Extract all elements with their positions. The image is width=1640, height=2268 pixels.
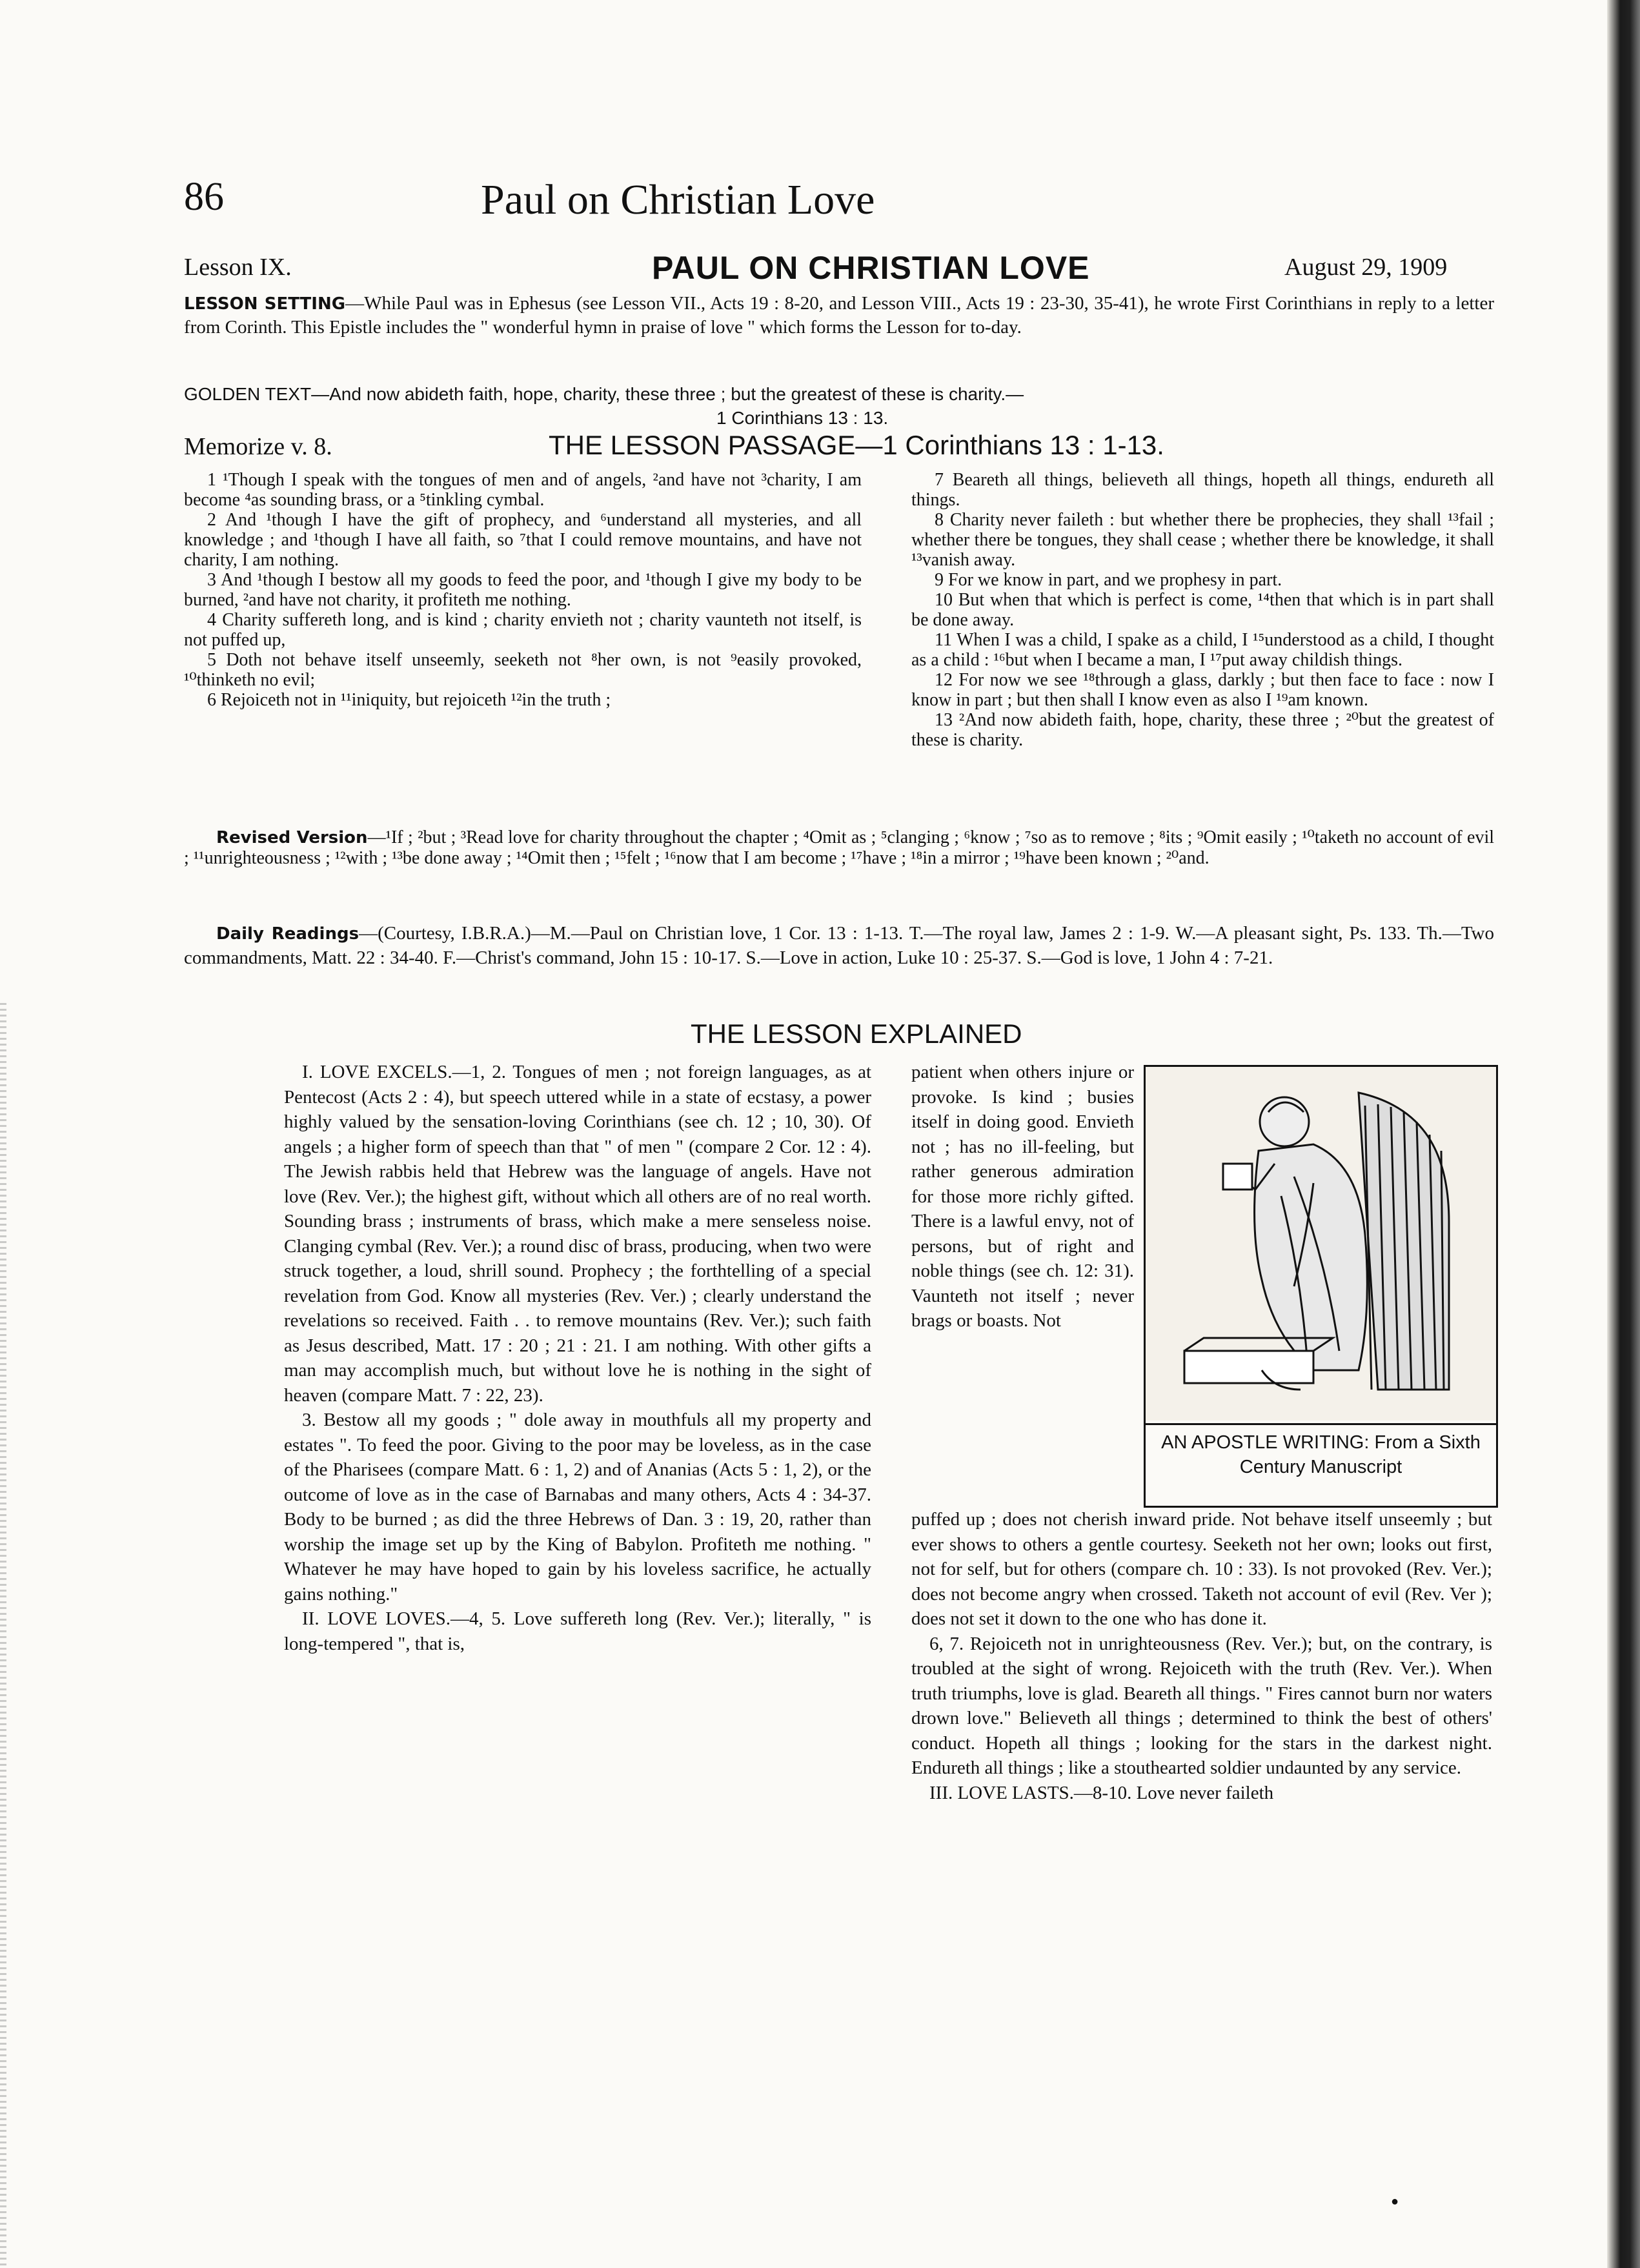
lesson-title: PAUL ON CHRISTIAN LOVE	[652, 250, 1090, 286]
daily-readings-text: —(Courtesy, I.B.R.A.)—M.—Paul on Christian love, 1 Cor. 13 : 1-13. T.—The royal law, James 2 : 1-9. W.—A pleasant sight, Ps. 133. Th.—Two commandments, Matt. 22 : 34-40. F.—Christ's command, John 15 : 10-17. S.—Love in action, Luke 10 : 25-37. S.—God is love, 1 John 4 : 7-21.	[184, 923, 1495, 968]
golden-text-label: GOLDEN TEXT	[184, 384, 312, 404]
verse: 3 And ¹though I bestow all my goods to feed the poor, and ¹though I give my body to be burned, ²and have not charity, it profiteth me nothing.	[184, 570, 862, 610]
running-title: Paul on Christian Love	[481, 176, 875, 223]
revised-version-label: Revised Version	[216, 828, 368, 847]
page-number: 86	[184, 175, 224, 219]
explanation-right-column-top: patient when others injure or provoke. Is kind ; busies itself in doing good. Envieth not ; has no ill-feeling, but rather generous admiration for those more richly gifted. There is a lawful envy, not of persons, but of right and noble things (see ch. 12: 31). Vaunteth not itself ; never brags or boasts. Not	[911, 1062, 1134, 1331]
verse: 4 Charity suffereth long, and is kind ; charity envieth not ; charity vaunteth not itself, is not puffed up,	[184, 610, 862, 650]
daily-readings-label: Daily Readings	[216, 924, 359, 944]
verse: 11 When I was a child, I spake as a child, I ¹⁵understood as a child, I thought as a child : ¹⁶but when I became a man, I ¹⁷put away childish things.	[911, 630, 1494, 670]
figure-caption: AN APOSTLE WRITING: From a Sixth Century Manuscript	[1146, 1423, 1496, 1479]
revised-version	[184, 827, 1494, 868]
binding-edge	[0, 1000, 6, 2265]
explanation-paragraph: 6, 7. Rejoiceth not in unrighteousness (Rev. Ver.); but, on the contrary, is troubled at the sight of wrong. Rejoiceth with the truth (Rev. Ver.). When truth triumphs, love is glad. Beareth all things. " Fires cannot burn nor waters drown love." Believeth all things ; determined to think the best of others' conduct. Hopeth all things ; looking for the stars in the darkest night. Endureth all things ; like a stouthearted soldier undaunted by any service.	[911, 1633, 1492, 1778]
explanation-left-column	[284, 1060, 871, 1656]
golden-text-body: —And now abideth faith, hope, charity, these three ; but the greatest of these is charity.—	[311, 384, 1024, 404]
explanation-paragraph: 3. Bestow all my goods ; " dole away in mouthfuls all my property and estates ". To feed the poor. Giving to the poor may be loveless, as in the case of the Pharisees (compare Matt. 6 : 1, 2) and of Ananias (Acts 5 : 1, 2), or the outcome of love as in the case of Barnabas and many others, Acts 4 : 34-37. Body to be burned ; as did the three Hebrews of Dan. 3 : 19, 20, rather than worship the image set up by the King of Babylon. Profiteth me nothing. " Whatever he may have hoped to gain by his loveless sacrifice, he actually gains nothing."	[284, 1410, 871, 1605]
lesson-setting-label: LESSON SETTING	[184, 294, 346, 314]
memorize-note: Memorize v. 8.	[184, 433, 332, 460]
verse: 1 ¹Though I speak with the tongues of men and of angels, ²and have not ³charity, I am become ⁴as sounding brass, or a ⁵tinkling cymbal.	[184, 470, 862, 510]
daily-readings	[184, 922, 1494, 970]
golden-text	[184, 384, 1513, 405]
verse: 7 Beareth all things, believeth all things, hopeth all things, endureth all things.	[911, 470, 1494, 510]
explanation-paragraph: III. LOVE LASTS.—8-10. Love never faileth	[929, 1782, 1274, 1803]
verse: 6 Rejoiceth not in ¹¹iniquity, but rejoiceth ¹²in the truth ;	[207, 690, 611, 710]
revised-version-text: —¹If ; ²but ; ³Read love for charity throughout the chapter ; ⁴Omit as ; ⁵clanging ; ⁶know ; ⁷so as to remove ; ⁸its ; ⁹Omit easily ; ¹⁰taketh no account of evil ; ¹¹unrighteousness ; ¹²with ; ¹³be done away ; ¹⁴Omit then ; ¹⁵felt ; ¹⁶now that I am become ; ¹⁷have ; ¹⁸in a mirror ; ¹⁹have been known ; ²⁰and.	[184, 827, 1495, 868]
explanation-paragraph: I. LOVE EXCELS.—1, 2. Tongues of men ; not foreign languages, as at Pentecost (Acts 2 : 4), but speech uttered while in a state of ecstasy, a power highly valued by the sensation-loving Corinthians (see ch. 12 ; 10, 30). Of angels ; a higher form of speech than that " of men " (compare 2 Cor. 12 : 4). The Jewish rabbis held that Hebrew was the language of angels. Have not love (Rev. Ver.); the highest gift, without which all others are of no real worth. Sounding brass ; instruments of brass, which make a mere senseless noise. Clanging cymbal (Rev. Ver.); a round disc of brass, producing, when two were struck together, a loud, shrill sound. Prophecy ; the forthtelling of a special revelation from God. Know all mysteries (Rev. Ver.) ; clearly understand the revelations so received. Faith . . to remove mountains (Rev. Ver.); such faith as Jesus described, Matt. 17 : 20 ; 21 : 21. I am nothing. With other gifts a man may accomplish much, but without love he is nothing in the sight of heaven (compare Matt. 7 : 22, 23).	[284, 1062, 871, 1406]
apostle-illustration	[1144, 1065, 1498, 1508]
page-edge-shadow	[1607, 0, 1640, 2268]
lesson-setting	[184, 292, 1494, 339]
explanation-right-column-bottom	[911, 1507, 1492, 1805]
passage-left-column	[184, 470, 862, 710]
lesson-date: August 29, 1909	[1284, 254, 1448, 281]
golden-text-reference: 1 Corinthians 13 : 13.	[716, 408, 889, 428]
explanation-paragraph: II. LOVE LOVES.—4, 5. Love suffereth long (Rev. Ver.); literally, " is long-tempered ", that is,	[284, 1608, 871, 1654]
verse: 2 And ¹though I have the gift of prophecy, and ⁶understand all mysteries, and all knowledge ; and ¹though I have all faith, so ⁷that I could remove mountains, and have not charity, I am nothing.	[184, 510, 862, 570]
lesson-number: Lesson IX.	[184, 254, 292, 281]
verse: 13 ²And now abideth faith, hope, charity, these three ; ²⁰but the greatest of these is charity.	[911, 710, 1494, 750]
verse: 9 For we know in part, and we prophesy in part.	[935, 570, 1282, 590]
ink-mark: ●	[1391, 2194, 1399, 2209]
verse: 12 For now we see ¹⁸through a glass, darkly ; but then face to face : now I know in part ; but then shall I know even as also I ¹⁹am known.	[911, 670, 1494, 710]
verse: 10 But when that which is perfect is come, ¹⁴then that which is in part shall be done away.	[911, 590, 1494, 630]
passage-title: THE LESSON PASSAGE—1 Corinthians 13 : 1-13.	[549, 430, 1164, 460]
apostle-writing-figure	[1146, 1067, 1496, 1421]
verse: 5 Doth not behave itself unseemly, seeketh not ⁸her own, is not ⁹easily provoked, ¹⁰thinketh no evil;	[184, 650, 862, 690]
passage-right-column	[911, 470, 1494, 750]
lesson-setting-text: —While Paul was in Ephesus (see Lesson VII., Acts 19 : 8-20, and Lesson VIII., Acts 19 : 23-30, 35-41), he wrote First Corinthians in reply to a letter from Corinth. This Epistle includes the " wonderful hymn in praise of love " which forms the Lesson for to-day.	[184, 293, 1495, 338]
verse: 8 Charity never faileth : but whether there be prophecies, they shall ¹³fail ; whether there be tongues, they shall cease ; whether there be knowledge, it shall ¹³vanish away.	[911, 510, 1494, 570]
explanation-paragraph: puffed up ; does not cherish inward pride. Not behave itself unseemly ; but ever shows to others a gentle courtesy. Seeketh not her own; looks out first, not for self, but for others (compare ch. 10 : 33). Is not provoked (Rev. Ver.); does not become angry when crossed. Taketh not account of evil (Rev. Ver ); does not set it down to the one who has done it.	[911, 1509, 1492, 1629]
explained-title: THE LESSON EXPLAINED	[691, 1018, 1022, 1049]
